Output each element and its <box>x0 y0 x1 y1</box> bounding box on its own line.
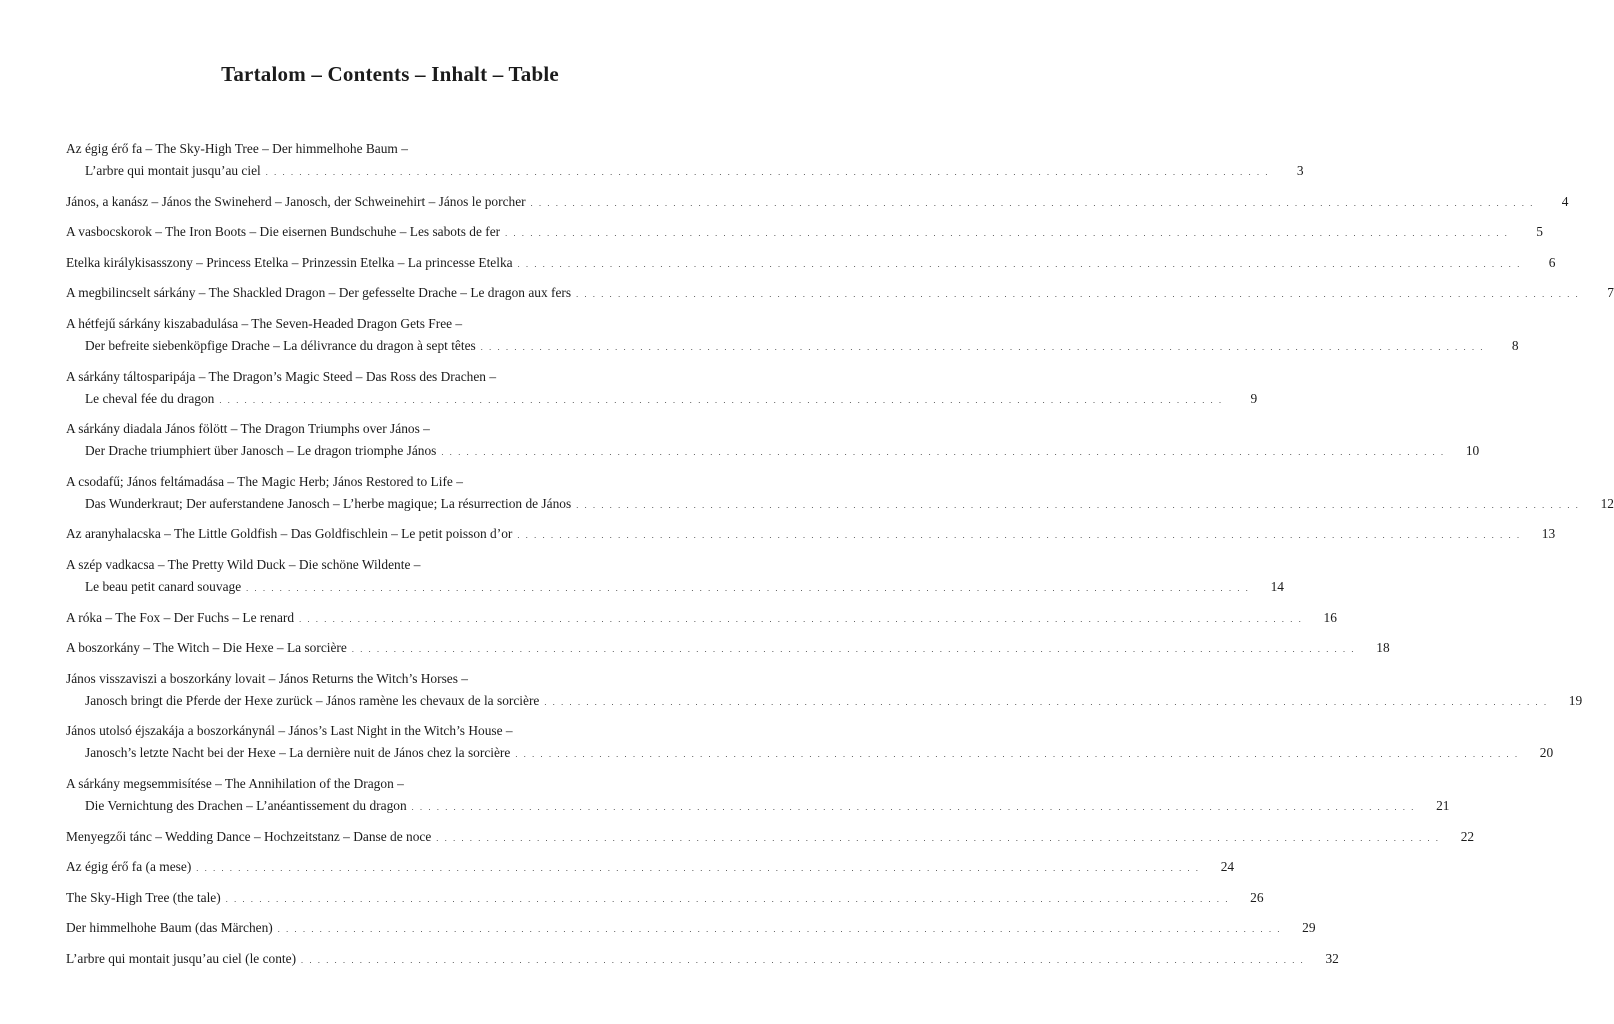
toc-entry-title: A csodafű; János feltámadása – The Magic Herb; János Restored to Life – <box>66 473 463 489</box>
page-number: 16 <box>1323 609 1337 625</box>
toc-entry-line <box>66 221 1543 245</box>
toc-entry-continuation <box>66 335 1519 359</box>
toc-entry <box>66 948 1339 972</box>
page-number: 9 <box>1250 390 1258 406</box>
toc-entry <box>66 366 1258 412</box>
toc-entry-title: Der befreite siebenköpfige Drache – La délivrance du dragon à sept têtes <box>85 337 476 353</box>
page-number: 22 <box>1460 828 1475 844</box>
dot-leader: . . . . . . . . . . . . . . . . . . . . . . . . . . . . . . . . . . . . . . . . . . . . . . . . . . . . . . . . . . . . . . . . . . . . . . . . . . . . . . . . . . . . . . . . . . . . . . . . . . . . . . . . . . . . . . . . . . . . . . . . <box>480 342 1485 352</box>
toc-entry-line <box>66 471 718 493</box>
toc-entry-line <box>66 856 1235 880</box>
toc-entry-line <box>66 720 718 742</box>
toc-entry-line <box>66 826 1475 850</box>
toc-entry-line <box>66 282 1614 306</box>
page-number: 20 <box>1539 745 1554 761</box>
toc-entry <box>66 252 1556 276</box>
dot-leader: . . . . . . . . . . . . . . . . . . . . . . . . . . . . . . . . . . . . . . . . . . . . . . . . . . . . . . . . . . . . . . . . . . . . . . . . . . . . . . . . . . . . . . . . . . . . . . . . . . . . . . . . . . . . . . . . . . . . . . . . <box>277 925 1282 935</box>
dot-leader: . . . . . . . . . . . . . . . . . . . . . . . . . . . . . . . . . . . . . . . . . . . . . . . . . . . . . . . . . . . . . . . . . . . . . . . . . . . . . . . . . . . . . . . . . . . . . . . . . . . . . . . . . . . . . . . . . . . . . . . . <box>246 583 1250 593</box>
dot-leader: . . . . . . . . . . . . . . . . . . . . . . . . . . . . . . . . . . . . . . . . . . . . . . . . . . . . . . . . . . . . . . . . . . . . . . . . . . . . . . . . . . . . . . . . . . . . . . . . . . . . . . . . . . . . . . . . . . . . . . . . <box>436 833 1441 843</box>
dot-leader: . . . . . . . . . . . . . . . . . . . . . . . . . . . . . . . . . . . . . . . . . . . . . . . . . . . . . . . . . . . . . . . . . . . . . . . . . . . . . . . . . . . . . . . . . . . . . . . . . . . . . . . . . . . . . . . . . . . . . . . . <box>530 198 1535 208</box>
dot-leader: . . . . . . . . . . . . . . . . . . . . . . . . . . . . . . . . . . . . . . . . . . . . . . . . . . . . . . . . . . . . . . . . . . . . . . . . . . . . . . . . . . . . . . . . . . . . . . . . . . . . . . . . . . . . . . . . . . . . . . . . <box>265 168 1270 177</box>
page-number: 21 <box>1436 797 1450 813</box>
dot-leader: . . . . . . . . . . . . . . . . . . . . . . . . . . . . . . . . . . . . . . . . . . . . . . . . . . . . . . . . . . . . . . . . . . . . . . . . . . . . . . . . . . . . . . . . . . . . . . . . . . . . . . . . . . . . . . . . . . . . . . . . <box>441 448 1446 458</box>
dot-leader: . . . . . . . . . . . . . . . . . . . . . . . . . . . . . . . . . . . . . . . . . . . . . . . . . . . . . . . . . . . . . . . . . . . . . . . . . . . . . . . . . . . . . . . . . . . . . . . . . . . . . . . . . . . . . . . . . . . . . . . . <box>351 645 1356 655</box>
dot-leader: . . . . . . . . . . . . . . . . . . . . . . . . . . . . . . . . . . . . . . . . . . . . . . . . . . . . . . . . . . . . . . . . . . . . . . . . . . . . . . . . . . . . . . . . . . . . . . . . . . . . . . . . . . . . . . . . . . . . . . . . <box>299 614 1303 624</box>
toc-entry-continuation <box>66 742 1554 766</box>
toc-entry <box>66 773 1450 819</box>
toc-entry-title: A sárkány megsemmisítése – The Annihilation of the Dragon – <box>66 775 404 791</box>
toc-entry <box>66 637 1390 661</box>
dot-leader: . . . . . . . . . . . . . . . . . . . . . . . . . . . . . . . . . . . . . . . . . . . . . . . . . . . . . . . . . . . . . . . . . . . . . . . . . . . . . . . . . . . . . . . . . . . . . . . . . . . . . . . . . . . . . . . . . . . . . . . . <box>411 802 1416 812</box>
dot-leader: . . . . . . . . . . . . . . . . . . . . . . . . . . . . . . . . . . . . . . . . . . . . . . . . . . . . . . . . . . . . . . . . . . . . . . . . . . . . . . . . . . . . . . . . . . . . . . . . . . . . . . . . . . . . . . . . . . . . . . . . <box>301 955 1305 965</box>
toc-entry-title: Etelka királykisasszony – Princess Etelka – Prinzessin Etelka – La princesse Etelka <box>66 254 513 270</box>
toc-entry <box>66 720 1554 766</box>
toc-entry-title: Le beau petit canard souvage <box>85 578 242 594</box>
toc-entry-continuation <box>66 160 1304 184</box>
toc-entry <box>66 138 1304 184</box>
table-of-contents <box>66 138 1614 978</box>
toc-entry <box>66 554 1284 600</box>
toc-entry-title: Le cheval fée du dragon <box>85 390 215 406</box>
toc-entry <box>66 282 1614 306</box>
dot-leader: . . . . . . . . . . . . . . . . . . . . . . . . . . . . . . . . . . . . . . . . . . . . . . . . . . . . . . . . . . . . . . . . . . . . . . . . . . . . . . . . . . . . . . . . . . . . . . . . . . . . . . . . . . . . . . . . . . . . . . . . <box>544 697 1549 707</box>
toc-entry <box>66 191 1569 215</box>
dot-leader: . . . . . . . . . . . . . . . . . . . . . . . . . . . . . . . . . . . . . . . . . . . . . . . . . . . . . . . . . . . . . . . . . . . . . . . . . . . . . . . . . . . . . . . . . . . . . . . . . . . . . . . . . . . . . . . . . . . . . . . . <box>517 259 1522 269</box>
toc-entry-title: A boszorkány – The Witch – Die Hexe – La sorcière <box>66 640 347 656</box>
toc-entry <box>66 523 1556 547</box>
toc-entry-line <box>66 948 1339 972</box>
toc-entry-continuation <box>66 576 1284 600</box>
toc-entry-line <box>66 138 718 160</box>
toc-entry-title: A vasbocskorok – The Iron Boots – Die eisernen Bundschuhe – Les sabots de fer <box>66 224 501 240</box>
toc-entry-title: L’arbre qui montait jusqu’au ciel (le conte) <box>66 950 297 966</box>
dot-leader: . . . . . . . . . . . . . . . . . . . . . . . . . . . . . . . . . . . . . . . . . . . . . . . . . . . . . . . . . . . . . . . . . . . . . . . . . . . . . . . . . . . . . . . . . . . . . . . . . . . . . . . . . . . . . . . . . . . . . . . . <box>517 531 1522 541</box>
toc-entry-title: Az égig érő fa (a mese) <box>66 859 192 875</box>
toc-entry-title: János, a kanász – János the Swineherd – Janosch, der Schweinehirt – János le porcher <box>66 193 526 209</box>
toc-entry <box>66 221 1543 245</box>
toc-entry-continuation <box>66 493 1614 517</box>
page-number: 14 <box>1270 578 1284 594</box>
toc-entry-title: A hétfejű sárkány kiszabadulása – The Seven-Headed Dragon Gets Free – <box>66 315 463 331</box>
toc-entry-title: The Sky-High Tree (the tale) <box>66 889 221 905</box>
toc-entry-title: Janosch’s letzte Nacht bei der Hexe – La dernière nuit de János chez la sorcière <box>85 745 511 761</box>
page-title: Tartalom – Contents – Inhalt – Table <box>221 62 559 86</box>
toc-entry-line <box>66 668 718 690</box>
toc-entry-line <box>66 887 1264 911</box>
toc-entry-title: Az égig érő fa – The Sky-High Tree – Der himmelhohe Baum – <box>66 141 408 156</box>
toc-entry-line <box>66 252 1556 276</box>
dot-leader: . . . . . . . . . . . . . . . . . . . . . . . . . . . . . . . . . . . . . . . . . . . . . . . . . . . . . . . . . . . . . . . . . . . . . . . . . . . . . . . . . . . . . . . . . . . . . . . . . . . . . . . . . . . . . . . . . . . . . . . . <box>505 229 1509 239</box>
toc-entry-title: Die Vernichtung des Drachen – L’anéantissement du dragon <box>85 797 407 813</box>
page-number: 19 <box>1568 692 1583 708</box>
toc-entry <box>66 668 1583 714</box>
page-number: 26 <box>1250 889 1264 905</box>
toc-entry-title: L’arbre qui montait jusqu’au ciel <box>85 163 261 178</box>
toc-entry-title: Der himmelhohe Baum (das Märchen) <box>66 920 273 936</box>
page-number: 6 <box>1548 254 1556 270</box>
toc-entry-title: János visszaviszi a boszorkány lovait – János Returns the Witch’s Horses – <box>66 670 468 686</box>
toc-entry <box>66 826 1475 850</box>
toc-entry-continuation <box>66 795 1450 819</box>
dot-leader: . . . . . . . . . . . . . . . . . . . . . . . . . . . . . . . . . . . . . . . . . . . . . . . . . . . . . . . . . . . . . . . . . . . . . . . . . . . . . . . . . . . . . . . . . . . . . . . . . . . . . . . . . . . . . . . . . . . . . . . . <box>225 894 1230 904</box>
toc-entry-title: Der Drache triumphiert über Janosch – Le dragon triomphe János <box>85 443 437 459</box>
page-number: 12 <box>1600 495 1614 511</box>
toc-entry-line <box>66 773 718 795</box>
toc-entry <box>66 856 1235 880</box>
page-number: 8 <box>1511 337 1519 353</box>
toc-entry-line <box>66 637 1390 661</box>
toc-entry-title: Das Wunderkraut; Der auferstandene Janosch – L’herbe magique; La résurrection de János <box>85 495 572 511</box>
page-number: 18 <box>1376 640 1390 656</box>
toc-entry-continuation <box>66 440 1480 464</box>
toc-entry-line <box>66 554 718 576</box>
toc-entry-title: A sárkány táltosparipája – The Dragon’s Magic Steed – Das Ross des Drachen – <box>66 368 497 384</box>
page-number: 3 <box>1296 163 1304 178</box>
toc-entry-title: A róka – The Fox – Der Fuchs – Le renard <box>66 609 295 625</box>
toc-entry-title: János utolsó éjszakája a boszorkánynál – János’s Last Night in the Witch’s House – <box>66 723 513 739</box>
page-number: 7 <box>1607 285 1614 301</box>
toc-entry <box>66 917 1316 941</box>
toc-entry-title: Janosch bringt die Pferde der Hexe zurück – János ramène les chevaux de la sorcière <box>85 692 540 708</box>
page-number: 24 <box>1220 859 1235 875</box>
toc-entry <box>66 887 1264 911</box>
toc-entry-line <box>66 313 718 335</box>
toc-entry-line <box>66 523 1556 547</box>
toc-entry-continuation <box>66 690 1583 714</box>
page-number: 5 <box>1536 224 1543 240</box>
dot-leader: . . . . . . . . . . . . . . . . . . . . . . . . . . . . . . . . . . . . . . . . . . . . . . . . . . . . . . . . . . . . . . . . . . . . . . . . . . . . . . . . . . . . . . . . . . . . . . . . . . . . . . . . . . . . . . . . . . . . . . . . <box>219 395 1224 405</box>
toc-entry-title: Az aranyhalacska – The Little Goldfish – Das Goldfischlein – Le petit poisson d’or <box>66 526 513 542</box>
toc-entry-continuation <box>66 388 1258 412</box>
dot-leader: . . . . . . . . . . . . . . . . . . . . . . . . . . . . . . . . . . . . . . . . . . . . . . . . . . . . . . . . . . . . . . . . . . . . . . . . . . . . . . . . . . . . . . . . . . . . . . . . . . . . . . . . . . . . . . . . . . . . . . . . <box>515 750 1520 760</box>
toc-entry <box>66 471 1614 517</box>
toc-entry-line <box>66 917 1316 941</box>
page-number: 10 <box>1465 443 1480 459</box>
dot-leader: . . . . . . . . . . . . . . . . . . . . . . . . . . . . . . . . . . . . . . . . . . . . . . . . . . . . . . . . . . . . . . . . . . . . . . . . . . . . . . . . . . . . . . . . . . . . . . . . . . . . . . . . . . . . . . . . . . . . . . . . <box>196 864 1201 874</box>
toc-entry-title: A megbilincselt sárkány – The Shackled Dragon – Der gefesselte Drache – Le dragon aux fers <box>66 285 572 301</box>
toc-entry-line <box>66 418 718 440</box>
page-number: 4 <box>1561 193 1569 209</box>
toc-entry-title: A sárkány diadala János fölött – The Dragon Triumphs over János – <box>66 421 430 437</box>
toc-entry <box>66 418 1480 464</box>
page-number: 29 <box>1302 920 1316 936</box>
toc-entry-line <box>66 366 718 388</box>
dot-leader: . . . . . . . . . . . . . . . . . . . . . . . . . . . . . . . . . . . . . . . . . . . . . . . . . . . . . . . . . . . . . . . . . . . . . . . . . . . . . . . . . . . . . . . . . . . . . . . . . . . . . . . . . . . . . . . . . . . . . . . . <box>576 290 1580 300</box>
page-number: 32 <box>1325 950 1339 966</box>
toc-entry-title: A szép vadkacsa – The Pretty Wild Duck – Die schöne Wildente – <box>66 556 421 572</box>
toc-entry-line <box>66 191 1569 215</box>
dot-leader: . . . . . . . . . . . . . . . . . . . . . . . . . . . . . . . . . . . . . . . . . . . . . . . . . . . . . . . . . . . . . . . . . . . . . . . . . . . . . . . . . . . . . . . . . . . . . . . . . . . . . . . . . . . . . . . . . . . . . . . . <box>576 500 1580 510</box>
toc-entry-title: Menyegzői tánc – Wedding Dance – Hochzeitstanz – Danse de noce <box>66 828 432 844</box>
toc-entry <box>66 607 1337 631</box>
toc-entry-line <box>66 607 1337 631</box>
toc-entry <box>66 313 1519 359</box>
page-number: 13 <box>1541 526 1556 542</box>
